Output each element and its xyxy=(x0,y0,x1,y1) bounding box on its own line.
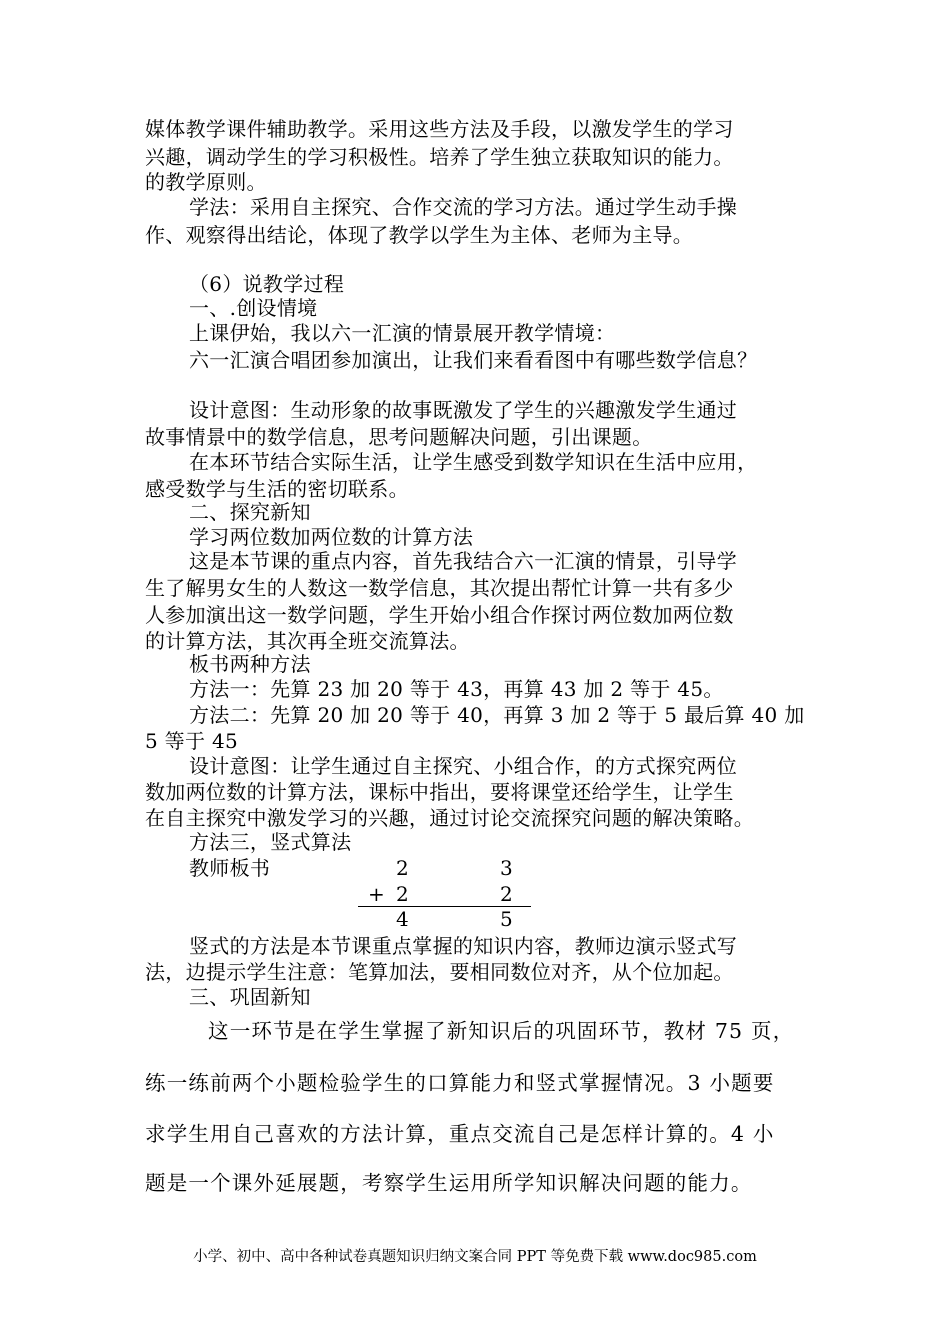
paragraph-line: 在本环节结合实际生活，让学生感受到数学知识在生活中应用， xyxy=(189,450,758,474)
paragraph-line: 法，边提示学生注意：笔算加法，要相同数位对齐，从个位加起。 xyxy=(145,960,734,984)
paragraph-line: 的教学原则。 xyxy=(145,170,267,194)
paragraph-line: 题是一个课外延展题，考察学生运用所学知识解决问题的能力。 xyxy=(145,1171,753,1195)
calc-digit: 2 xyxy=(500,882,513,906)
paragraph-line: 感受数学与生活的密切联系。 xyxy=(145,477,409,501)
paragraph-line: 六一汇演合唱团参加演出，让我们来看看图中有哪些数学信息？ xyxy=(189,348,758,372)
paragraph-line: 5 等于 45 xyxy=(145,729,238,753)
paragraph-line: 设计意图：生动形象的故事既激发了学生的兴趣激发学生通过 xyxy=(189,398,738,422)
paragraph-line: 板书两种方法 xyxy=(189,652,311,676)
section-heading: 三、巩固新知 xyxy=(189,985,311,1009)
paragraph-line: 学习两位数加两位数的计算方法 xyxy=(189,525,474,549)
paragraph-line: 练一练前两个小题检验学生的口算能力和竖式掌握情况。3 小题要 xyxy=(145,1071,775,1095)
paragraph-line: 学法：采用自主探究、合作交流的学习方法。通过学生动手操 xyxy=(189,195,738,219)
calc-digit: 2 xyxy=(396,882,409,906)
calc-digit: 4 xyxy=(396,907,409,931)
plus-sign: + xyxy=(368,882,385,906)
paragraph-line: 竖式的方法是本节课重点掌握的知识内容，教师边演示竖式写 xyxy=(189,934,738,958)
paragraph-line: 在自主探究中激发学习的兴趣，通过讨论交流探究问题的解决策略。 xyxy=(145,806,754,830)
section-heading: 一、.创设情境 xyxy=(189,296,318,320)
paragraph-line: 设计意图：让学生通过自主探究、小组合作，的方式探究两位 xyxy=(189,754,738,778)
paragraph-line: 方法一：先算 23 加 20 等于 43，再算 43 加 2 等于 45。 xyxy=(189,677,724,701)
paragraph-line: 这一环节是在学生掌握了新知识后的巩固环节，教材 75 页， xyxy=(208,1019,795,1043)
page-footer: 小学、初中、高中各种试卷真题知识归纳文案合同 PPT 等免费下载 www.doc985.com xyxy=(193,1249,757,1265)
paragraph-line: 上课伊始，我以六一汇演的情景展开教学情境： xyxy=(189,321,616,345)
paragraph-line: 方法二：先算 20 加 20 等于 40，再算 3 加 2 等于 5 最后算 40 加 xyxy=(189,703,805,727)
paragraph-line: 数加两位数的计算方法，课标中指出，要将课堂还给学生，让学生 xyxy=(145,780,734,804)
paragraph-line: 兴趣，调动学生的学习积极性。培养了学生独立获取知识的能力。 xyxy=(145,145,734,169)
paragraph-line: 媒体教学课件辅助教学。采用这些方法及手段，以激发学生的学习 xyxy=(145,117,734,141)
calc-digit: 3 xyxy=(500,856,513,880)
paragraph-line: 这是本节课的重点内容，首先我结合六一汇演的情景，引导学 xyxy=(189,549,738,573)
paragraph-line: 作、观察得出结论，体现了教学以学生为主体、老师为主导。 xyxy=(145,223,694,247)
paragraph-line: 教师板书 xyxy=(189,856,271,880)
paragraph-line: 生了解男女生的人数这一数学信息，其次提出帮忙计算一共有多少 xyxy=(145,576,734,600)
paragraph-line: 的计算方法，其次再全班交流算法。 xyxy=(145,629,470,653)
paragraph-line: 故事情景中的数学信息，思考问题解决问题，引出课题。 xyxy=(145,425,653,449)
paragraph-line: 方法三，竖式算法 xyxy=(189,830,352,854)
section-heading: （6）说教学过程 xyxy=(189,272,345,296)
paragraph-line: 人参加演出这一数学问题，学生开始小组合作探讨两位数加两位数 xyxy=(145,603,734,627)
paragraph-line: 求学生用自己喜欢的方法计算，重点交流自己是怎样计算的。4 小 xyxy=(145,1122,775,1146)
calc-digit: 2 xyxy=(396,856,409,880)
calc-digit: 5 xyxy=(500,907,513,931)
section-heading: 二、探究新知 xyxy=(189,500,311,524)
